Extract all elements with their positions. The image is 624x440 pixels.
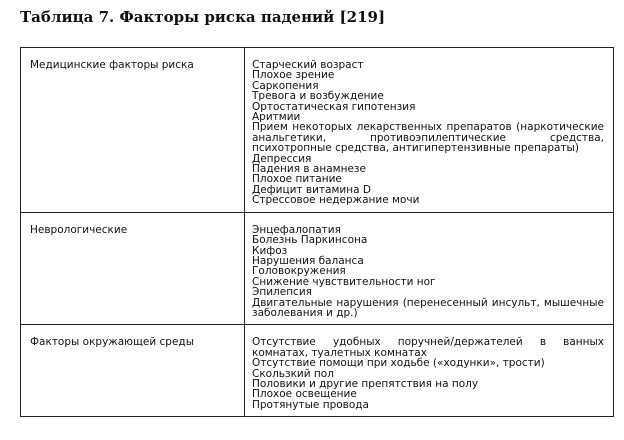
risk-factor-item: Головокружения xyxy=(252,265,346,278)
risk-factor-item: Энцефалопатия xyxy=(252,223,341,236)
factors-cell xyxy=(245,48,614,213)
risk-factor-item: Нарушения баланса xyxy=(252,254,364,267)
category-label: Факторы окружающей среды xyxy=(30,336,194,349)
risk-factor-item: Болезнь Паркинсона xyxy=(252,234,368,247)
risk-factor-item: Саркопения xyxy=(252,79,319,92)
category-cell xyxy=(21,212,245,325)
table-title: Таблица 7. Факторы риска падений [219] xyxy=(20,8,386,26)
factors-cell xyxy=(245,212,614,325)
category-label: Медицинские факторы риска xyxy=(30,59,194,71)
risk-factor-item: Протянутые провода xyxy=(252,398,369,411)
risk-factor-item: Половики и другие препятствия на полу xyxy=(252,377,479,390)
risk-factor-item: Падения в анамнезе xyxy=(252,163,366,176)
risk-factor-item: Депрессия xyxy=(252,152,312,165)
category-label: Неврологические xyxy=(30,223,128,236)
risk-factor-item: Дефицит витамина D xyxy=(252,183,371,196)
risk-factors-table xyxy=(20,47,614,417)
risk-factor-item: Снижение чувствительности ног xyxy=(252,275,436,288)
risk-factor-item: Аритмии xyxy=(252,111,301,124)
risk-factor-item: Двигательные нарушения (перенесенный инсульт, мышечные заболевания и др.) xyxy=(252,296,604,319)
risk-factor-item: Плохое зрение xyxy=(252,69,335,82)
table-row-medical xyxy=(21,48,614,213)
risk-factor-item: Стрессовое недержание мочи xyxy=(252,194,420,207)
risk-factor-item: Ортостатическая гипотензия xyxy=(252,100,416,113)
table-row-environment xyxy=(21,325,614,417)
risk-factor-item: Эпилепсия xyxy=(252,286,312,299)
risk-factor-item: Старческий возраст xyxy=(252,59,364,71)
risk-factor-item: Плохое питание xyxy=(252,173,342,186)
risk-factor-item: Кифоз xyxy=(252,244,288,257)
table-row-neurological xyxy=(21,212,614,325)
category-cell xyxy=(21,48,245,213)
category-cell xyxy=(21,325,245,417)
factors-cell xyxy=(245,325,614,417)
risk-factor-item: Плохое освещение xyxy=(252,388,357,401)
risk-factor-item: Прием некоторых лекарственных препаратов (наркотические анальгетики, противоэпилептические средства, психотропные средства, антигипертензивные препараты) xyxy=(252,121,604,155)
risk-factor-item: Отсутствие помощи при ходьбе («ходунки», трости) xyxy=(252,357,545,370)
risk-factor-item: Скользкий пол xyxy=(252,367,334,380)
risk-factor-item: Тревога и возбуждение xyxy=(252,90,384,103)
risk-factor-item: Отсутствие удобных поручней/держателей в ванных комнатах, туалетных комнатах xyxy=(252,336,604,359)
